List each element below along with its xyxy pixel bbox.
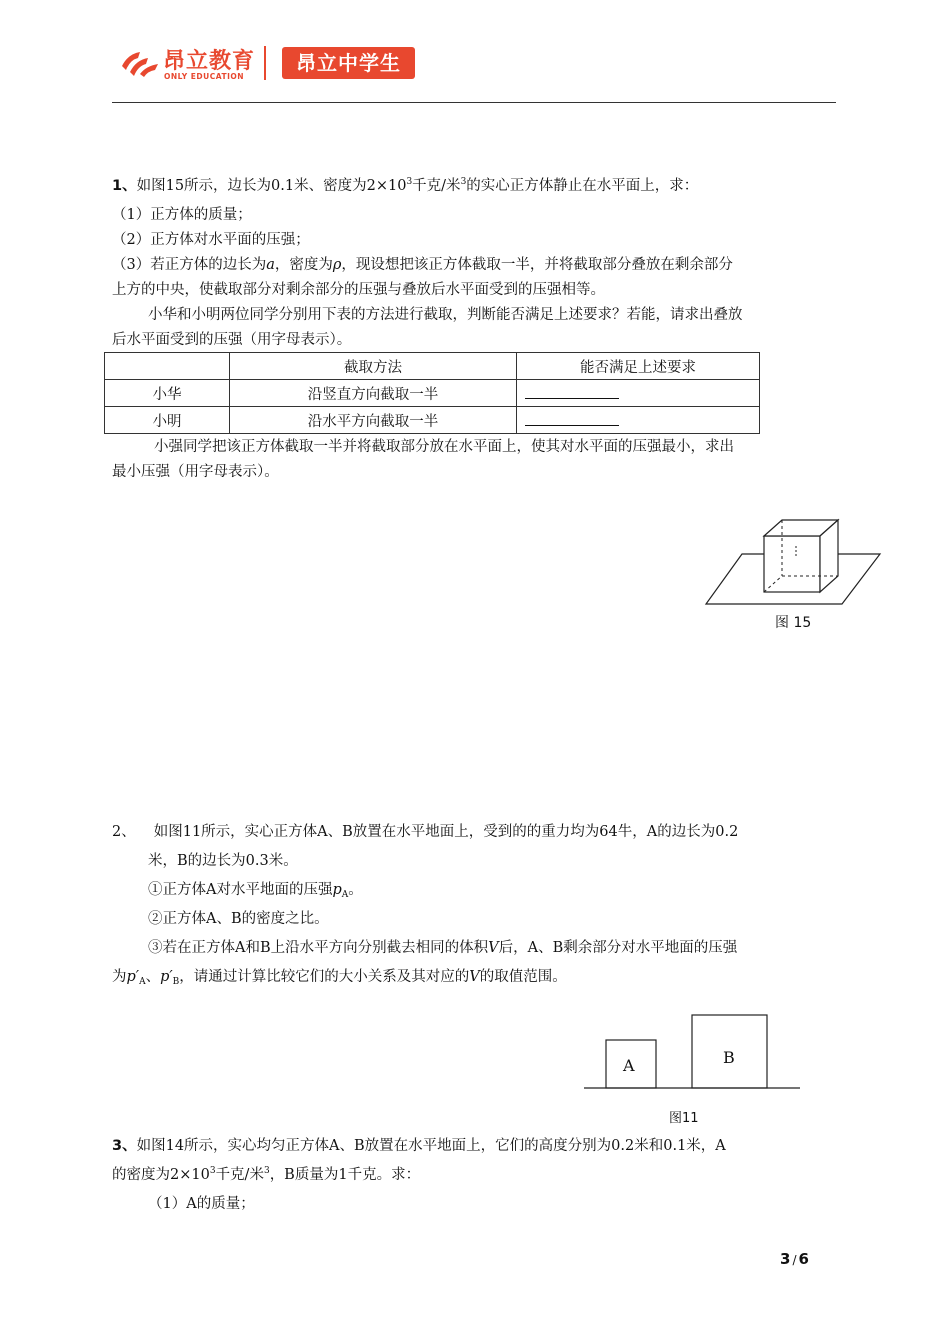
- header-divider: [112, 102, 836, 103]
- q2-item2: ②正方体A、B的密度之比。: [148, 911, 329, 927]
- table-header-cell: 能否满足上述要求: [517, 353, 760, 380]
- q1-part2: （2）正方体对水平面的压强；: [112, 232, 310, 248]
- q1-part1: （1）正方体的质量；: [112, 207, 252, 223]
- figure-11-caption: 图11: [669, 1111, 699, 1126]
- page-number: 3 / 6: [780, 1250, 809, 1268]
- q1-part4-line2: 后水平面受到的压强（用字母表示）。: [112, 332, 352, 348]
- q1-part3-cont: 上方的中央，使截取部分对剩余部分的压强与叠放后水平面受到的压强相等。: [112, 282, 605, 298]
- brand-name-en: ONLY EDUCATION: [164, 72, 245, 81]
- table-cell-name: 小华: [105, 380, 230, 407]
- brand-name-cn: 昂立教育: [163, 49, 256, 74]
- q1-intro: 1、如图15所示，边长为0.1米、密度为$2\times 10^3$千克/米$^3$的实心正方体静止在水平面上，求：: [112, 177, 699, 194]
- answer-blank[interactable]: [517, 407, 760, 434]
- cube-b-label: B: [723, 1048, 735, 1067]
- q2-number: 2、: [112, 824, 136, 840]
- brand-badge: 昂立中学生: [282, 47, 415, 79]
- answer-blank[interactable]: [517, 380, 760, 407]
- q2-line2: 米，B的边长为0.3米。: [148, 853, 298, 869]
- q2-item1: ①正方体A对水平地面的压强$p_A$。: [148, 882, 363, 900]
- figure-15-caption: 图 15: [775, 615, 812, 631]
- table-cell-method: 沿竖直方向截取一半: [230, 380, 517, 407]
- only-education-logo-icon: [118, 46, 162, 78]
- table-row: [105, 407, 760, 434]
- q1-part5-line2: 最小压强（用字母表示）。: [112, 464, 279, 480]
- table-header-row: [105, 353, 760, 380]
- q1-number: 1、: [112, 178, 137, 194]
- q1-part5-line1: 小强同学把该正方体截取一半并将截取部分放在水平面上，使其对水平面的压强最小，求出: [154, 439, 734, 455]
- table-cell-name: 小明: [105, 407, 230, 434]
- q2-item3: ③若在正方体A和B上沿水平方向分别截去相同的体积V后，A、B剩余部分对水平地面的压强: [148, 940, 738, 956]
- q3-item1: （1）A的质量；: [148, 1196, 255, 1212]
- table-header-cell: 截取方法: [230, 353, 517, 380]
- table-row: [105, 380, 760, 407]
- q3-line2: 的密度为$2\times 10^3$千克/米$^3$，B质量为1千克。求：: [112, 1166, 421, 1183]
- q3-line1: 3、如图14所示，实心均匀正方体A、B放置在水平地面上，它们的高度分别为0.2米和0.1米，A: [112, 1138, 726, 1154]
- table-cell-method: 沿水平方向截取一半: [230, 407, 517, 434]
- cube-a-label: A: [623, 1056, 635, 1075]
- brand-separator: [264, 46, 266, 80]
- q3-number: 3、: [112, 1138, 137, 1154]
- q1-part3: （3）若正方体的边长为a，密度为ρ，现设想把该正方体截取一半，并将截取部分叠放在剩余部分: [112, 257, 733, 273]
- q2-item3-cont: 为$p'_A$、$p'_B$，请通过计算比较它们的大小关系及其对应的V的取值范围。: [112, 969, 567, 987]
- figure-15-cube-on-plane: [704, 498, 884, 612]
- q2-line1: 2、 如图11所示，实心正方体A、B放置在水平地面上，受到的的重力均为64牛，A的边长为0.2: [112, 824, 739, 840]
- q1-part4-line1: 小华和小明两位同学分别用下表的方法进行截取，判断能否满足上述要求？若能，请求出叠放: [148, 307, 743, 323]
- cut-method-table: [104, 352, 760, 434]
- table-header-cell: [105, 353, 230, 380]
- figure-11-cubes: [584, 1012, 802, 1092]
